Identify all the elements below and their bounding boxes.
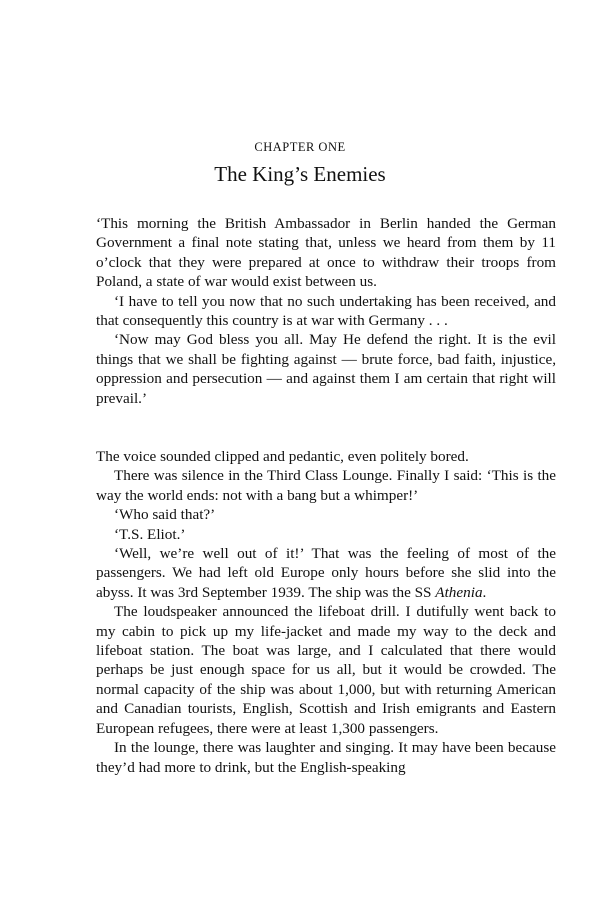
broadcast-speech <box>96 214 556 408</box>
ship-name: Athenia <box>435 583 483 601</box>
narrative-sentence: ‘Well, we’re well out of it!’ That was the feeling of most of the passengers. We had left old Europe only hours before she slid into the abyss. It was 3rd September 1939. The ship was the SS <box>96 545 556 601</box>
narrative-paragraph: There was silence in the Third Class Lounge. Finally I said: ‘This is the way the world ends: not with a bang but a whimper!’ <box>96 467 556 504</box>
speech-paragraph: ‘This morning the British Ambassador in Berlin handed the German Government a final note stating that, unless we heard from them by 11 o’clock that they were prepared at once to withdraw their troops from Poland, a state of war would exist between us. <box>96 215 556 291</box>
narrative-paragraph: ‘Who said that?’ <box>114 506 216 524</box>
narrative-text <box>96 447 556 777</box>
chapter-title: The King’s Enemies <box>214 162 386 186</box>
speech-paragraph: ‘I have to tell you now that no such undertaking has been received, and that consequently this country is at war with Germany . . . <box>96 292 556 330</box>
narrative-paragraph: ‘T.S. Eliot.’ <box>114 525 186 543</box>
speech-paragraph: ‘Now may God bless you all. May He defend the right. It is the evil things that we shall be fighting against — brute force, bad faith, injustice, oppression and persecution — and against them I am certain that right will prevail.’ <box>96 331 556 407</box>
narrative-paragraph <box>96 544 556 602</box>
narrative-paragraph: The voice sounded clipped and pedantic, even politely bored. <box>96 448 469 465</box>
chapter-label: CHAPTER ONE <box>254 140 346 154</box>
punctuation: . <box>482 583 487 601</box>
narrative-paragraph: The loudspeaker announced the lifeboat drill. I dutifully went back to my cabin to pick up my life-jacket and made my way to the deck and lifeboat station. The boat was large, and I calculated that there would perhaps be just enough space for us all, but it would be crowded. The normal capacity of the ship was about 1,000, but with returning American and Canadian tourists, English, Scottish and Irish emigrants and Eastern European refugees, there were at least 1,300 passengers. <box>96 603 556 737</box>
narrative-paragraph: In the lounge, there was laughter and singing. It may have been because they’d had more to drink, but the English-speaking <box>96 739 556 776</box>
